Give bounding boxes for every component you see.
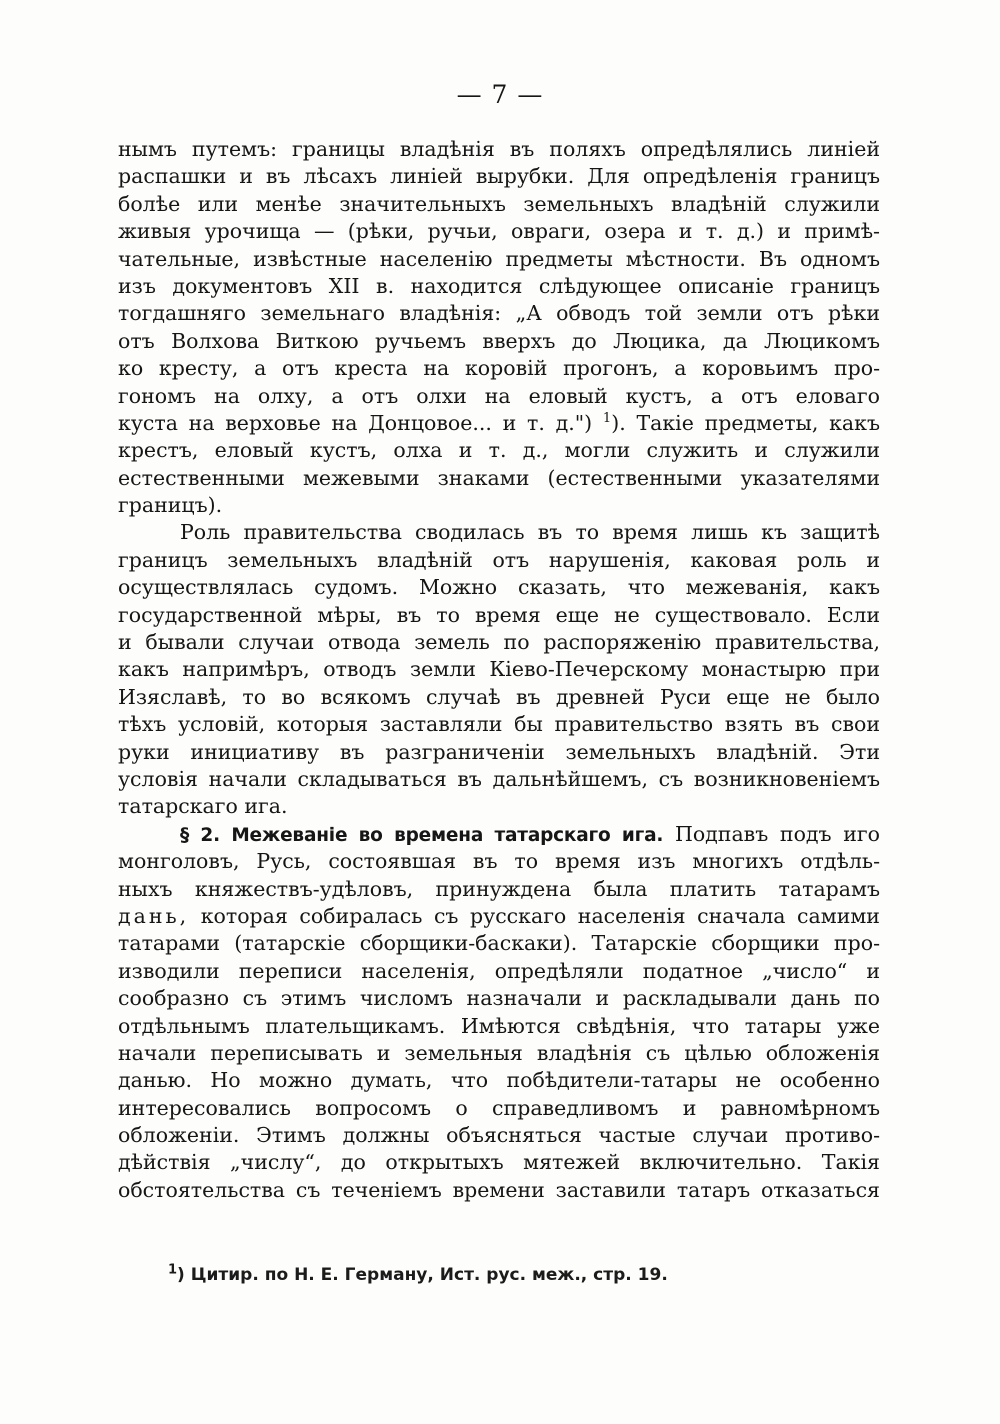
text-line: ныхъ княжествъ-удѣловъ, принуждена была платить татарамъ [118,876,880,901]
text-line: изводили переписи населенія, опредѣляли податное „число“ и [118,958,880,983]
section-heading-line [118,821,880,848]
text-line: и бывали случаи отвода земель по распоряженію правительства, [118,630,880,655]
text-fragment: ). Такіе предметы, какъ [611,410,880,435]
text-line: какъ напримѣръ, отводъ земли Кіево-Печерскому монастырю при [118,657,880,682]
text-line: отъ Волхова Виткою ручьемъ вверхъ до Люцика, да Люцикомъ [118,328,880,353]
text-line: татарскаго ига. [118,794,288,819]
text-fragment: Подпавъ подъ иго [674,821,880,846]
text-line: условія начали складываться въ дальнѣйшемъ, съ возникновеніемъ [118,766,880,791]
text-line: живыя урочища — (рѣки, ручьи, овраги, озера и т. д.) и примѣ- [118,219,880,244]
text-line: государственной мѣры, въ то время еще не существовало. Если [118,602,880,627]
page-number: — 7 — [456,80,544,109]
text-line: чательные, извѣстные населенію предметы мѣстности. Въ одномъ [118,246,880,271]
text-line: болѣе или менѣе значительныхъ земельныхъ владѣній служили [118,191,880,216]
text-line: обложеніи. Этимъ должны объясняться частые случаи противо- [118,1123,880,1148]
text-line: отдѣльнымъ плательщикамъ. Имѣются свѣдѣнія, что татары уже [118,1013,880,1038]
text-line: Изяславѣ, то во всякомъ случаѣ въ древней Руси еще не было [118,684,880,709]
text-line-with-footnote-ref [118,410,880,437]
spaced-emphasis-word: дань, [118,903,190,928]
footnote-text: ) Цитир. по Н. Е. Герману, Ист. рус. меж., стр. 19. [177,1265,668,1285]
text-line: тѣхъ условій, которыя заставляли бы правительство взять въ свои [118,712,880,737]
footnote [168,1262,668,1285]
body-text [118,136,880,1204]
text-line: распашки и въ лѣсахъ линіей вырубки. Для опредѣленія границъ [118,164,880,189]
section-heading: § 2. Межеваніе во времена татарскаго ига. [180,824,664,846]
text-line: интересовались вопросомъ о справедливомъ и равномѣрномъ [118,1095,880,1120]
text-line: дѣйствія „числу“, до открытыхъ мятежей включительно. Такія [118,1150,880,1175]
text-line: сообразно съ этимъ числомъ назначали и раскладывали дань по [118,986,880,1011]
text-line: начали переписывать и земельныя владѣнія съ цѣлью обложенія [118,1040,880,1065]
text-line: границъ). [118,493,223,518]
text-line: тогдашняго земельнаго владѣнія: „А обводъ той земли отъ рѣки [118,301,880,326]
text-line: осуществлялась судомъ. Можно сказать, что межеванія, какъ [118,575,880,600]
text-line: естественными межевыми знаками (естественными указателями [118,465,880,490]
text-line-with-spaced-word [118,903,880,930]
text-fragment: куста на верховье на Донцовое... и т. д.") [118,410,593,435]
text-line: гономъ на олху, а отъ олхи на еловый кустъ, а отъ еловаго [118,383,880,408]
text-line: обстоятельства съ теченіемъ времени заставили татаръ отказаться [118,1177,880,1202]
text-fragment: которая собиралась съ русскаго населенія сначала самими [200,903,880,928]
text-line: границъ земельныхъ владѣній отъ нарушенія, каковая роль и [118,547,880,572]
text-line: изъ документовъ XII в. находится слѣдующее описаніе границъ [118,273,880,298]
text-line: ко кресту, а отъ креста на коровій прогонъ, а коровьимъ про- [118,356,880,381]
text-line: данью. Но можно думать, что побѣдители-татары не особенно [118,1068,880,1093]
text-line: крестъ, еловый кустъ, олха и т. д., могли служить и служили [118,438,880,463]
footnote-reference: 1 [602,411,612,427]
text-line: монголовъ, Русь, состоявшая въ то время изъ многихъ отдѣль- [118,849,880,874]
text-line: руки инициативу въ разграниченіи земельныхъ владѣній. Эти [118,739,880,764]
text-line: нымъ путемъ: границы владѣнія въ поляхъ опредѣлялись линіей [118,137,880,161]
footnote-mark: 1 [168,1262,178,1278]
text-line: татарами (татарскіе сборщики-баскаки). Татарскіе сборщики про- [118,931,880,956]
paragraph-first-line: Роль правительства сводилась въ то время лишь къ защитѣ [180,520,880,545]
